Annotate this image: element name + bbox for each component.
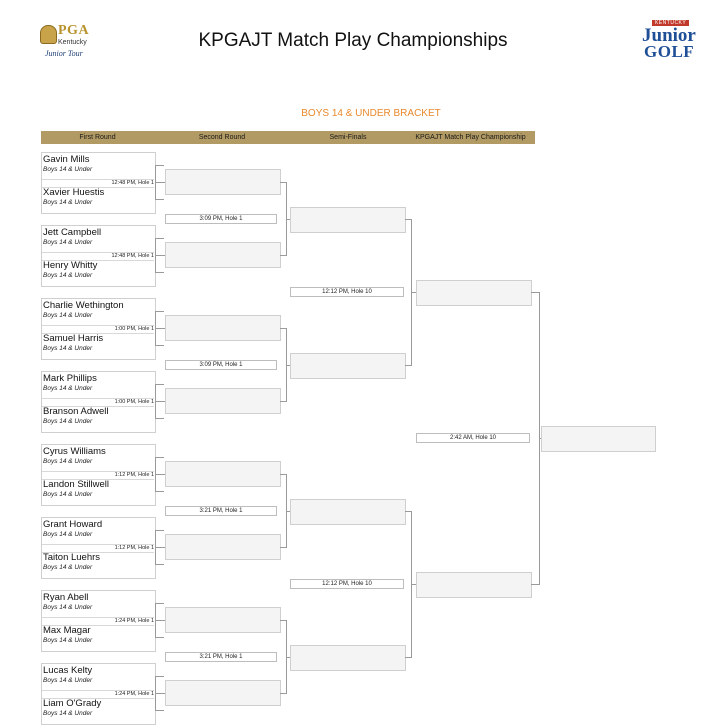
player-name: Liam O'Grady [43,698,102,709]
player-name: Max Magar [43,625,91,636]
match-time: 1:12 PM, Hole 1 [42,544,154,553]
first-round-match [41,590,156,652]
bracket-connector [155,637,164,638]
bracket-connector [155,710,164,711]
semi-final-slot[interactable] [290,207,406,233]
player-slot[interactable] [42,591,155,618]
player-slot[interactable] [42,332,155,359]
pga-logo-line2: Junior Tour [45,49,83,58]
bracket-connector [155,564,164,565]
player-division: Boys 14 & Under [43,604,93,611]
player-slot[interactable] [42,445,155,472]
second-round-time: 3:09 PM, Hole 1 [165,360,277,370]
player-division: Boys 14 & Under [43,199,93,206]
bracket-title: BOYS 14 & UNDER BRACKET [301,108,441,119]
player-name: Landon Stillwell [43,479,110,490]
bracket-connector [155,418,164,419]
player-slot[interactable] [42,624,155,651]
second-round-time: 3:21 PM, Hole 1 [165,506,277,516]
semi-final-time: 12:12 PM, Hole 10 [290,287,404,297]
match-time: 1:00 PM, Hole 1 [42,398,154,407]
second-round-slot[interactable] [165,315,281,341]
player-name: Gavin Mills [43,154,90,165]
player-slot[interactable] [42,551,155,578]
player-division: Boys 14 & Under [43,677,93,684]
bracket-connector [155,603,164,604]
player-division: Boys 14 & Under [43,491,93,498]
first-round-match [41,517,156,579]
final-time: 2:42 AM, Hole 10 [416,433,530,443]
player-division: Boys 14 & Under [43,272,93,279]
player-slot[interactable] [42,697,155,724]
first-round-match [41,444,156,506]
player-division: Boys 14 & Under [43,385,93,392]
player-name: Samuel Harris [43,333,104,344]
second-round-slot[interactable] [165,461,281,487]
bracket-connector [155,182,165,183]
player-slot[interactable] [42,259,155,286]
final-slot[interactable] [416,572,532,598]
match-time: 1:24 PM, Hole 1 [42,617,154,626]
bracket-connector [155,328,165,329]
pga-logo-mark: PGA [58,23,90,38]
player-name: Cyrus Williams [43,446,106,457]
player-division: Boys 14 & Under [43,710,93,717]
player-division: Boys 14 & Under [43,637,93,644]
player-slot[interactable] [42,186,155,213]
player-division: Boys 14 & Under [43,345,93,352]
first-round-match [41,298,156,360]
second-round-slot[interactable] [165,607,281,633]
second-round-time: 3:21 PM, Hole 1 [165,652,277,662]
bracket-connector [155,474,165,475]
player-name: Ryan Abell [43,592,89,603]
bracket-connector [155,311,164,312]
player-name: Lucas Kelty [43,665,93,676]
player-slot[interactable] [42,153,155,180]
player-name: Xavier Huestis [43,187,105,198]
pga-logo-line1: Kentucky [58,39,87,46]
player-slot[interactable] [42,478,155,505]
match-time: 1:24 PM, Hole 1 [42,690,154,699]
player-division: Boys 14 & Under [43,531,93,538]
bracket-connector [155,547,165,548]
bracket-connector [155,272,164,273]
kentucky-junior-golf-logo [640,18,702,66]
kjg-logo-bottom: GOLF [644,42,695,61]
match-time: 12:48 PM, Hole 1 [42,252,154,261]
bracket-connector [155,199,164,200]
player-slot[interactable] [42,518,155,545]
match-time: 1:12 PM, Hole 1 [42,471,154,480]
bracket-connector [155,401,165,402]
bracket-connector [155,620,165,621]
semi-final-slot[interactable] [290,499,406,525]
second-round-slot[interactable] [165,680,281,706]
second-round-time: 3:09 PM, Hole 1 [165,214,277,224]
player-division: Boys 14 & Under [43,166,93,173]
player-slot[interactable] [42,405,155,432]
player-division: Boys 14 & Under [43,418,93,425]
round-header-second: Second Round [198,134,246,141]
semi-final-time: 12:12 PM, Hole 10 [290,579,404,589]
round-header-final: KPGAJT Match Play Championship [415,134,526,141]
semi-final-slot[interactable] [290,353,406,379]
player-name: Grant Howard [43,519,103,530]
player-slot[interactable] [42,664,155,691]
bracket-connector [155,676,164,677]
second-round-slot[interactable] [165,242,281,268]
round-header-bar [41,131,535,144]
first-round-match [41,663,156,725]
player-name: Jett Campbell [43,227,102,238]
match-time: 1:00 PM, Hole 1 [42,325,154,334]
player-name: Henry Whitty [43,260,98,271]
first-round-match [41,371,156,433]
bracket-connector [155,165,164,166]
match-time: 12:48 PM, Hole 1 [42,179,154,188]
second-round-slot[interactable] [165,534,281,560]
bracket-connector [155,530,164,531]
bracket-connector [155,238,164,239]
final-slot[interactable] [416,280,532,306]
player-division: Boys 14 & Under [43,312,93,319]
kjg-logo-mid: Junior [642,25,696,46]
bracket-connector [155,384,164,385]
second-round-slot[interactable] [165,388,281,414]
player-slot[interactable] [42,299,155,326]
player-division: Boys 14 & Under [43,564,93,571]
second-round-slot[interactable] [165,169,281,195]
bracket-connector [155,457,164,458]
page-title: KPGAJT Match Play Championships [198,30,508,51]
round-header-semis: Semi-Finals [329,134,367,141]
player-division: Boys 14 & Under [43,458,93,465]
player-name: Branson Adwell [43,406,109,417]
bracket-connector [155,693,165,694]
first-round-match [41,225,156,287]
champion-slot[interactable] [541,426,656,452]
kjg-logo-top: KENTUCKY [652,20,689,26]
player-slot[interactable] [42,226,155,253]
bracket-connector [155,491,164,492]
bracket-connector [155,255,165,256]
bracket-connector [155,345,164,346]
semi-final-slot[interactable] [290,645,406,671]
first-round-match [41,152,156,214]
player-slot[interactable] [42,372,155,399]
player-name: Mark Phillips [43,373,97,384]
player-name: Charlie Wethington [43,300,124,311]
player-division: Boys 14 & Under [43,239,93,246]
player-name: Taiton Luehrs [43,552,101,563]
round-header-first: First Round [79,134,116,141]
